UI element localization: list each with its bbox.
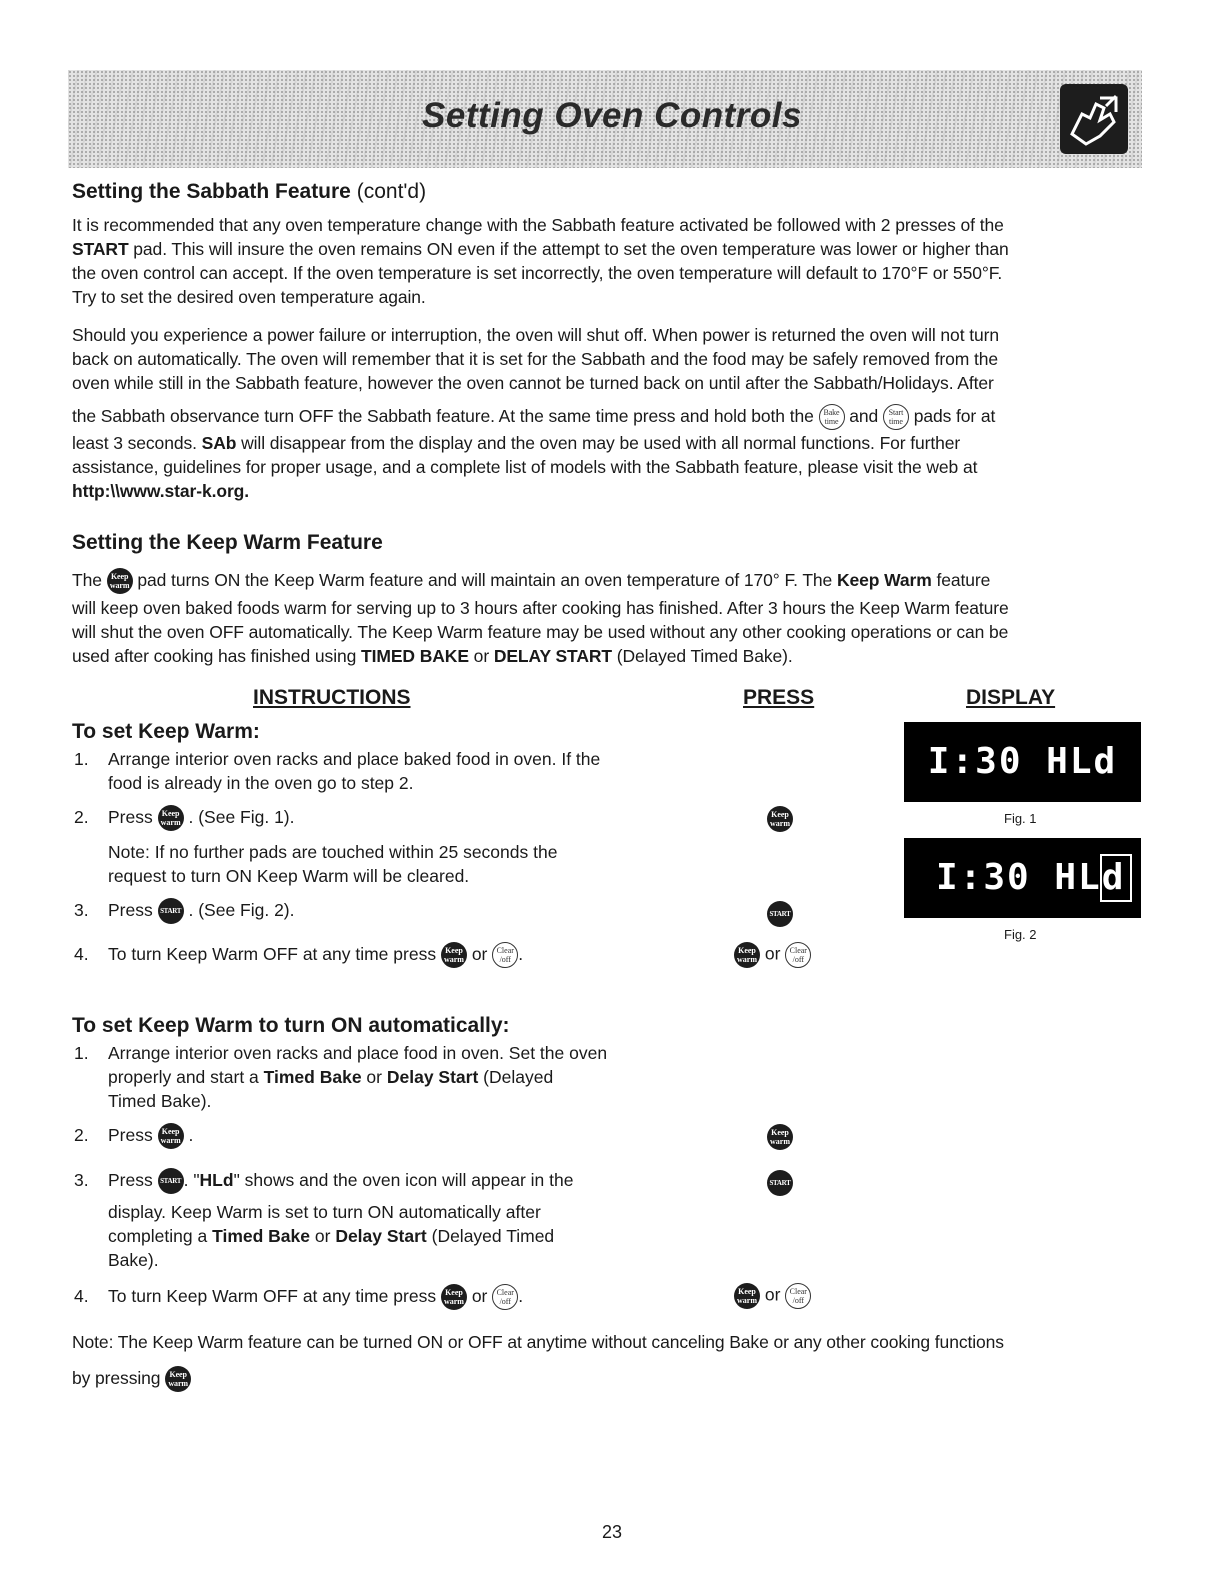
- text-line: back on automatically. The oven will remember that it is set for the Sabbath and the food may be safely removed from the: [72, 349, 999, 369]
- press-column-heading: PRESS: [743, 686, 815, 709]
- text-span: pads for at: [913, 406, 996, 426]
- step-number: 3.: [74, 1170, 89, 1190]
- step-text: [108, 1168, 573, 1272]
- text-span: or: [764, 943, 781, 964]
- clear-off-pad-icon: Clear /off: [492, 1284, 518, 1310]
- text-span: Press: [108, 1125, 153, 1145]
- hand-pressing-pad-icon: [1060, 84, 1128, 154]
- text-line: Should you experience a power failure or interruption, the oven will shut off. When power is returned the oven will not turn: [72, 325, 999, 345]
- page-title: Setting Oven Controls: [422, 96, 802, 135]
- text-span: To turn Keep Warm OFF at any time press: [108, 1286, 437, 1306]
- sabbath-heading-suffix: (cont'd): [356, 180, 427, 203]
- text-span: (Delayed: [478, 1067, 554, 1087]
- text-line: [108, 1065, 607, 1089]
- auto-step-4: [74, 1284, 694, 1314]
- footer-note: [72, 1330, 1162, 1394]
- display-fig-2: [904, 838, 1141, 918]
- start-time-pad-icon: Start time: [883, 404, 909, 430]
- text-span: properly and start a: [108, 1067, 264, 1087]
- sabbath-paragraph-1: [72, 213, 1152, 309]
- auto-keep-warm-title: To set Keep Warm to turn ON automatically:: [72, 1014, 510, 1037]
- text-span: (Delayed Timed Bake).: [612, 646, 793, 666]
- text-span: Press: [108, 807, 153, 827]
- press-keep-warm-or-clear: [734, 1283, 811, 1309]
- text-span: To turn Keep Warm OFF at any time press: [108, 944, 437, 964]
- step-text: [108, 747, 600, 795]
- display-fig-1: I:30 HLd: [904, 722, 1141, 802]
- step-number: 3.: [74, 900, 89, 920]
- text-line: Note: The Keep Warm feature can be turned ON or OFF at anytime without canceling Bake or any other cooking functions: [72, 1332, 1004, 1352]
- text-line: display. Keep Warm is set to turn ON automatically after: [108, 1202, 541, 1223]
- text-span: or: [471, 944, 488, 964]
- page-number: 23: [601, 1522, 623, 1542]
- text-span: " shows and the oven icon will appear in the: [233, 1170, 574, 1190]
- instruction-step-3: [74, 898, 694, 928]
- text-line: [72, 564, 1152, 596]
- text-line: will keep oven baked foods warm for serving up to 3 hours after cooking has finished. After 3 hours the Keep Warm feature: [72, 598, 1009, 618]
- keep-warm-pad-icon: Keep warm: [441, 1284, 467, 1310]
- step-number: 1.: [74, 1043, 89, 1063]
- keep-warm-pad-icon: Keep warm: [767, 1124, 793, 1150]
- hld-bold: HLd: [199, 1170, 234, 1190]
- text-line: [72, 431, 1152, 455]
- instruction-note: [74, 840, 694, 890]
- step-text: [108, 898, 295, 924]
- text-line: [72, 479, 1152, 503]
- keep-warm-paragraph: [72, 564, 1152, 668]
- keep-warm-pad-icon: Keep warm: [158, 1123, 184, 1149]
- keep-warm-pad-icon: Keep warm: [165, 1366, 191, 1392]
- text-span: and: [849, 406, 879, 426]
- text-span: used after cooking has finished using: [72, 646, 362, 666]
- start-pad-icon: START: [767, 1170, 793, 1196]
- timed-bake-bold: TIMED BAKE: [361, 646, 469, 666]
- start-pad-icon: START: [158, 898, 184, 924]
- text-span: Press: [108, 900, 153, 920]
- text-span: or: [471, 1286, 488, 1306]
- text-span: .: [188, 1125, 194, 1145]
- keep-warm-pad-icon: Keep warm: [734, 942, 760, 968]
- text-line: Arrange interior oven racks and place baked food in oven. If the: [108, 749, 601, 769]
- fig-1-caption: Fig. 1: [1004, 811, 1037, 826]
- display-column-heading: DISPLAY: [966, 686, 1056, 709]
- instruction-step-4: [74, 942, 694, 972]
- auto-step-1: [74, 1041, 694, 1115]
- start-bold: START: [72, 239, 129, 259]
- text-span: (Delayed Timed: [426, 1226, 555, 1247]
- text-line: [72, 644, 1152, 668]
- step-number: 2.: [74, 807, 89, 827]
- text-span: or: [764, 1284, 781, 1305]
- delay-start-bold: Delay Start: [335, 1226, 427, 1247]
- instruction-step-2: [74, 805, 694, 835]
- set-keep-warm-title: To set Keep Warm:: [72, 720, 260, 743]
- step-number: 4.: [74, 944, 89, 964]
- text-line: Bake).: [108, 1250, 159, 1271]
- text-span: .: [518, 1286, 524, 1306]
- text-span: or: [361, 1067, 387, 1087]
- step-text: [108, 1284, 523, 1310]
- step-text: [108, 805, 295, 831]
- text-line: request to turn ON Keep Warm will be cleared.: [108, 866, 470, 886]
- timed-bake-bold: Timed Bake: [263, 1067, 362, 1087]
- text-line: It is recommended that any oven temperature change with the Sabbath feature activated be followed with 2 presses of the: [72, 215, 1004, 235]
- text-line: [72, 1362, 1162, 1394]
- text-span: The: [72, 570, 102, 590]
- text-span: .: [518, 944, 524, 964]
- sabbath-paragraph-2: [72, 323, 1152, 503]
- text-line: Timed Bake).: [108, 1091, 212, 1111]
- instructions-column-heading: INSTRUCTIONS: [253, 686, 411, 709]
- text-span: . ": [183, 1170, 200, 1190]
- auto-step-2: [74, 1123, 694, 1153]
- text-line: assistance, guidelines for proper usage, and a complete list of models with the Sabbath feature, please visit the web at: [72, 457, 978, 477]
- text-line: [108, 1168, 573, 1194]
- start-pad-icon: START: [158, 1168, 184, 1194]
- keep-warm-pad-icon: Keep warm: [441, 942, 467, 968]
- text-line: [108, 1224, 573, 1248]
- oven-icon: [1100, 854, 1132, 902]
- step-number: 2.: [74, 1125, 89, 1145]
- text-line: Arrange interior oven racks and place food in oven. Set the oven: [108, 1043, 608, 1063]
- text-span: by pressing: [72, 1368, 161, 1388]
- step-number: 4.: [74, 1286, 89, 1306]
- display-fig-2-text: I:30 HLd: [936, 857, 1126, 898]
- bake-time-pad-icon: Bake time: [819, 404, 845, 430]
- clear-off-pad-icon: Clear /off: [785, 942, 811, 968]
- text-span: . (See Fig. 1).: [188, 807, 295, 827]
- text-line: oven while still in the Sabbath feature, however the oven cannot be turned back on until after the Sabbath/Holidays. After: [72, 373, 994, 393]
- text-span: least 3 seconds.: [72, 433, 202, 453]
- keep-warm-pad-icon: Keep warm: [107, 568, 133, 594]
- step-text: [108, 942, 523, 968]
- clear-off-pad-icon: Clear /off: [492, 942, 518, 968]
- keep-warm-heading: Setting the Keep Warm Feature: [72, 531, 383, 554]
- text-span: or: [310, 1226, 336, 1247]
- note-text: [108, 840, 557, 888]
- step-text: [108, 1041, 607, 1113]
- keep-warm-pad-icon: Keep warm: [767, 806, 793, 832]
- text-line: food is already in the oven go to step 2.: [108, 773, 414, 793]
- timed-bake-bold: Timed Bake: [212, 1226, 311, 1247]
- delay-start-bold: Delay Start: [386, 1067, 479, 1087]
- text-line: Try to set the desired oven temperature again.: [72, 287, 426, 307]
- delay-start-bold: DELAY START: [493, 646, 612, 666]
- fig-2-caption: Fig. 2: [1004, 927, 1037, 942]
- keep-warm-pad-icon: Keep warm: [158, 805, 184, 831]
- text-span: feature: [931, 570, 991, 590]
- keep-warm-pad-icon: Keep warm: [734, 1283, 760, 1309]
- text-span: completing a: [108, 1226, 213, 1247]
- step-number: 1.: [74, 749, 89, 769]
- text-span: pad. This will insure the oven remains ON even if the attempt to set the oven temperature was lower or higher than: [128, 239, 1009, 259]
- keep-warm-bold: Keep Warm: [836, 570, 932, 590]
- sabbath-heading-text: Setting the Sabbath Feature: [72, 180, 351, 203]
- start-pad-icon: START: [767, 901, 793, 927]
- sabbath-heading: [72, 180, 426, 204]
- text-span: or: [468, 646, 494, 666]
- text-line: [72, 237, 1152, 261]
- text-line: [72, 401, 1152, 431]
- clear-off-pad-icon: Clear /off: [785, 1283, 811, 1309]
- auto-step-3: [74, 1168, 694, 1278]
- text-line: will shut the oven OFF automatically. The Keep Warm feature may be used without any other cooking operations or can be: [72, 622, 1009, 642]
- text-span: pad turns ON the Keep Warm feature and will maintain an oven temperature of 170° F. The: [137, 570, 837, 590]
- instruction-step-1: [74, 747, 694, 797]
- sab-bold: SAb: [201, 433, 237, 453]
- text-line: the oven control can accept. If the oven temperature is set incorrectly, the oven temperature will default to 170°F or 550°F.: [72, 263, 1003, 283]
- star-k-link[interactable]: http:\\www.star-k.org.: [72, 481, 250, 501]
- text-line: Note: If no further pads are touched within 25 seconds the: [108, 842, 558, 862]
- text-span: the Sabbath observance turn OFF the Sabbath feature. At the same time press and hold both the: [72, 406, 814, 426]
- text-span: Press: [108, 1170, 153, 1190]
- text-span: . (See Fig. 2).: [188, 900, 295, 920]
- text-span: will disappear from the display and the oven may be used with all normal functions. For further: [236, 433, 961, 453]
- step-text: [108, 1123, 193, 1149]
- press-keep-warm-or-clear: [734, 942, 811, 968]
